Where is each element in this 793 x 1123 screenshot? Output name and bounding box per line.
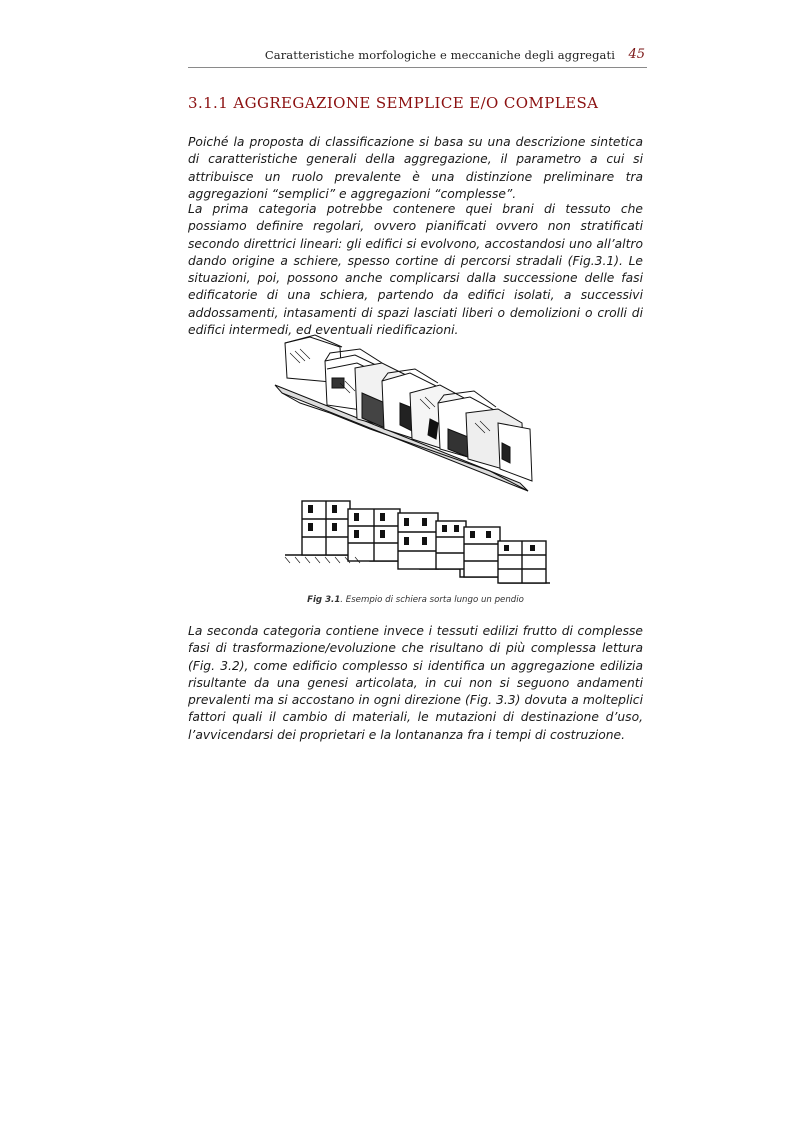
section-heading: 3.1.1 AGGREGAZIONE SEMPLICE E/O COMPLESA [188,94,599,112]
paragraph-complex-aggregation: La seconda categoria contiene invece i tessuti edilizi frutto di complesse fasi di trasformazione/evoluzione che risultano di più complessa lettura (Fig. 3.2), come edificio complesso si identifica un aggregazione edilizia risultante da una genesi articolata, in cui non si seguono andamenti prevalenti ma si accostano in ogni direzione (Fig. 3.3) dovuta a molteplici fattori quali il cambio di materiali, le mutazioni di destinazione d’uso, l’avvicendarsi dei proprietari e la lontananza fra i tempi di costruzione. [188,624,643,742]
axonometric-drawing [275,335,532,491]
figure-caption-text: . Esempio di schiera sorta lungo un pendio [340,595,524,605]
paragraph-intro: Poiché la proposta di classificazione si basa su una descrizione sintetica di caratteristiche generali della aggregazione, il parametro a cui si attribuisce un ruolo prevalente è una distinzione preliminare tra aggregazioni “semplici” e aggregazioni “complesse”. [188,135,643,201]
figure-terraced-houses [270,333,560,595]
figure-label: Fig 3.1 [307,595,341,605]
paragraph-simple-aggregation: La prima categoria potrebbe contenere quei brani di tessuto che possiamo definire regolari, ovvero pianificati ovvero non stratificati secondo direttrici lineari: gli edifici si evolvono, accostandosi uno all’altro dando origine a schiere, spesso cortine di percorsi stradali (Fig.3.1). Le situazioni, poi, possono anche complicarsi dalla successione delle fasi edificatorie di una schiera, partendo da edifici isolati, a successivi addossamenti, intasamenti di spazi lasciati liberi o demolizioni o crolli di edifici intermedi, ed eventuali riedificazioni. [188,202,643,338]
figure-caption [188,595,643,605]
section-drawing [285,501,550,583]
running-header [188,45,647,68]
running-header-title: Caratteristiche morfologiche e meccaniche degli aggregati [264,48,615,62]
page-number: 45 [628,47,645,62]
